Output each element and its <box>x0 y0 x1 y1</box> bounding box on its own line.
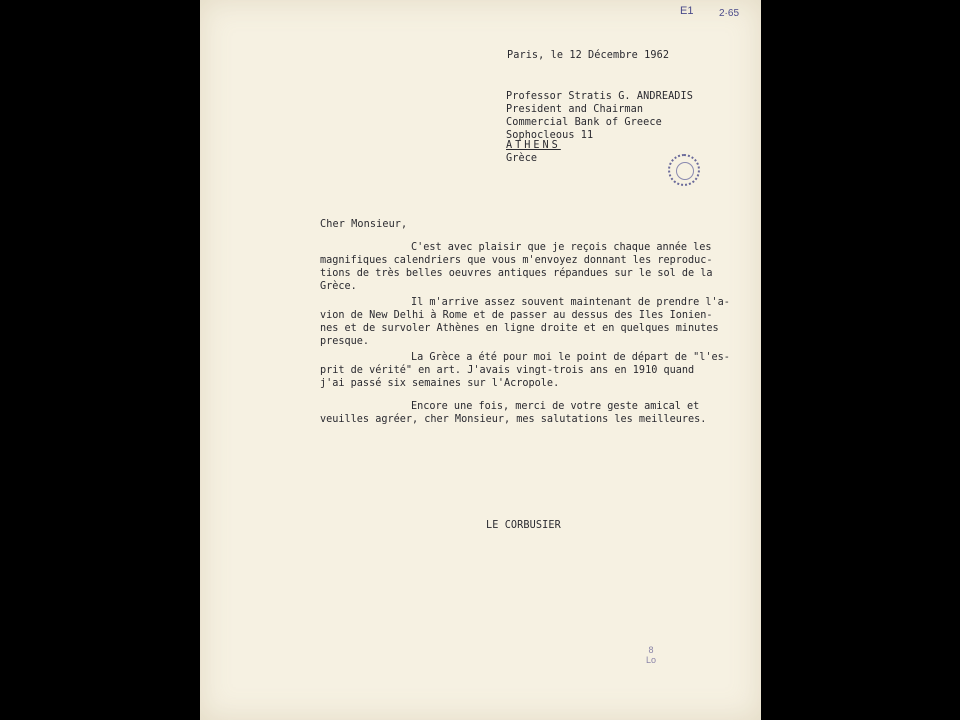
paragraph-line: prit de vérité" en art. J'avais vingt-trois ans en 1910 quand <box>320 365 695 376</box>
foot-mark-top: 8 <box>648 645 654 655</box>
paragraph-line: La Grèce a été pour moi le point de départ de "l'es- <box>411 352 730 363</box>
salutation: Cher Monsieur, <box>320 219 408 230</box>
recipient-company: Commercial Bank of Greece <box>506 117 662 128</box>
paragraph-line: Encore une fois, merci de votre geste amical et <box>411 401 700 412</box>
paragraph-line: Grèce. <box>320 281 357 292</box>
archive-stamp <box>668 154 700 186</box>
paragraph-line: Il m'arrive assez souvent maintenant de prendre l'a- <box>411 297 730 308</box>
recipient-city: ATHENS <box>506 140 561 151</box>
recipient-street: Sophocleous 11 <box>506 130 594 141</box>
foot-mark <box>646 645 656 665</box>
paragraph-line: C'est avec plaisir que je reçois chaque année les <box>411 242 712 253</box>
recipient-name: Professor Stratis G. ANDREADIS <box>506 91 694 102</box>
paragraph-1 <box>320 241 713 293</box>
recipient-country: Grèce <box>506 153 538 164</box>
paragraph-line: vion de New Delhi à Rome et de passer au dessus des Iles Ionien- <box>320 310 713 321</box>
paragraph-3 <box>320 351 730 390</box>
archive-code: E1 <box>680 5 694 17</box>
paragraph-4 <box>320 400 706 426</box>
paragraph-line: magnifiques calendriers que vous m'envoyez donnant les reproduc- <box>320 255 713 266</box>
paragraph-line: veuilles agréer, cher Monsieur, mes salutations les meilleures. <box>320 414 707 425</box>
paragraph-line: nes et de survoler Athènes en ligne droite et en quelques minutes <box>320 323 719 334</box>
letter-page <box>200 0 761 720</box>
archive-number: 2·65 <box>719 8 740 19</box>
place-date: Paris, le 12 Décembre 1962 <box>507 50 670 61</box>
paragraph-line: presque. <box>320 336 370 347</box>
paragraph-line: j'ai passé six semaines sur l'Acropole. <box>320 378 560 389</box>
recipient-title: President and Chairman <box>506 104 644 115</box>
paragraph-line: tions de très belles oeuvres antiques répandues sur le sol de la <box>320 268 713 279</box>
foot-mark-bottom: Lo <box>646 655 657 665</box>
paragraph-2 <box>320 296 730 348</box>
signature: LE CORBUSIER <box>486 520 561 531</box>
